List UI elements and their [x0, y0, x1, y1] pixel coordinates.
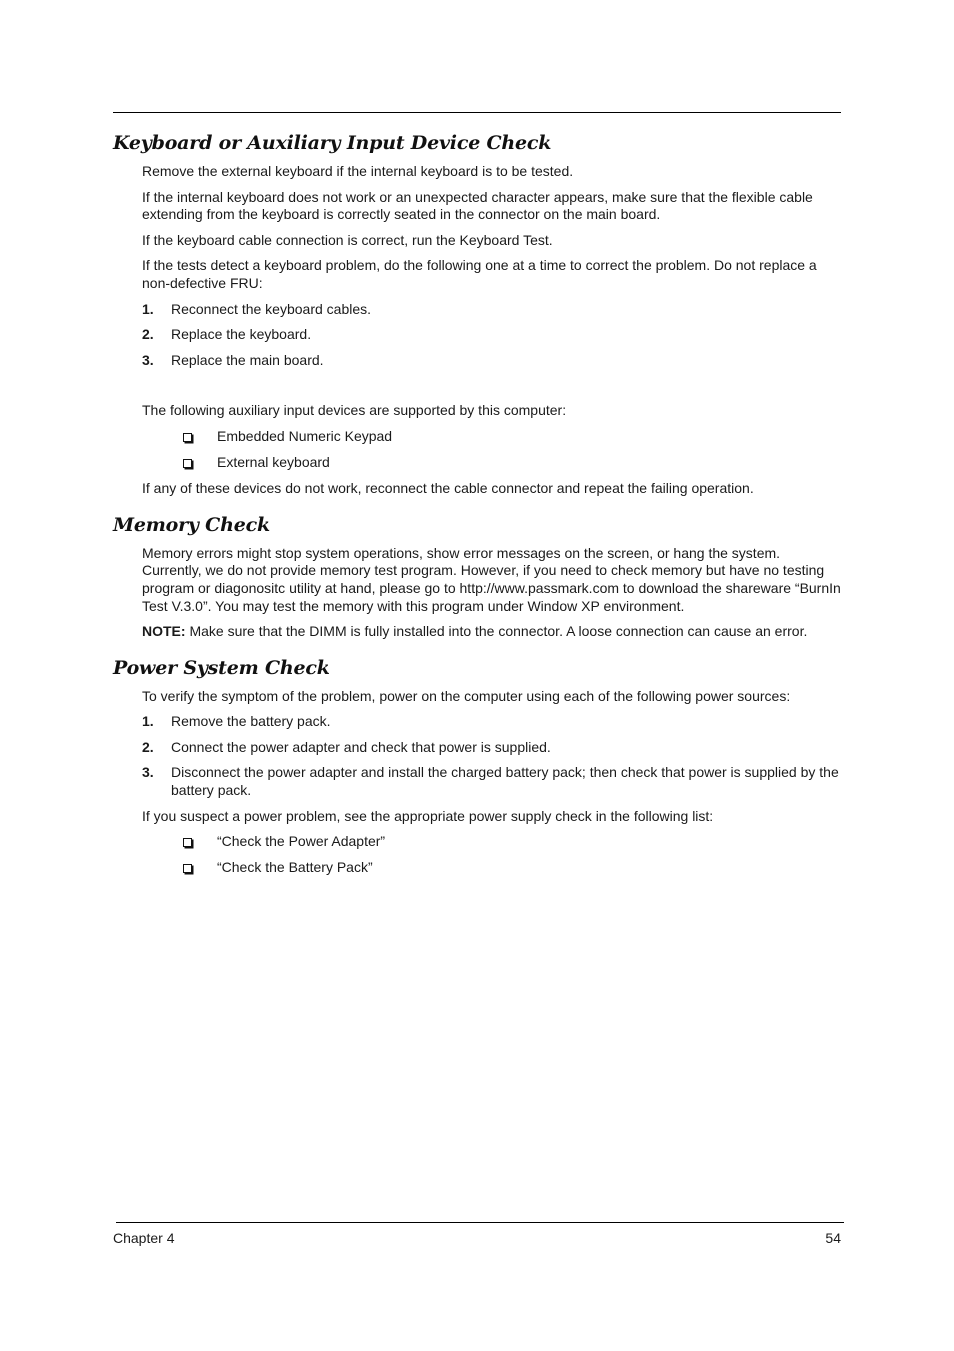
list-item: [142, 833, 841, 851]
step-number: 3.: [142, 351, 154, 368]
paragraph: If you suspect a power problem, see the appropriate power supply check in the following list:: [142, 807, 714, 824]
step-number: 1.: [142, 713, 154, 730]
list-item: [142, 301, 841, 319]
step-text: Connect the power adapter and check that power is supplied.: [171, 738, 551, 755]
step-number: 1.: [142, 300, 154, 317]
note-label: NOTE:: [142, 623, 186, 640]
step-text: Disconnect the power adapter and install the charged battery pack; then check that power is supplied by the battery pack.: [171, 764, 839, 799]
devices-list: [142, 428, 841, 472]
list-item: [142, 739, 841, 757]
checkbox-bullet-icon: [183, 459, 192, 468]
step-text: Reconnect the keyboard cables.: [171, 300, 372, 317]
list-item: [142, 454, 841, 472]
section-title: Memory Check: [113, 513, 270, 536]
keyboard-steps-list: [142, 301, 841, 370]
paragraph: If the internal keyboard does not work or an unexpected character appears, make sure that the flexible cable extending from the keyboard is correctly seated in the connector on the main board.: [142, 188, 813, 223]
paragraph: If the tests detect a keyboard problem, do the following one at a time to correct the problem. Do not replace a non-defective FRU:: [142, 257, 817, 291]
step-text: Remove the battery pack.: [171, 713, 331, 730]
power-checks-list: [142, 833, 841, 877]
note: [142, 623, 841, 641]
header-rule: [113, 112, 841, 113]
step-number: 2.: [142, 738, 154, 755]
step-number: 3.: [142, 764, 154, 781]
check-link-text: “Check the Power Adapter”: [217, 833, 386, 850]
footer-chapter: Chapter 4: [113, 1230, 175, 1246]
paragraph: The following auxiliary input devices are supported by this computer:: [142, 402, 567, 419]
section-title: Power System Check: [113, 656, 330, 679]
step-number: 2.: [142, 326, 154, 343]
step-text: Replace the main board.: [171, 351, 324, 368]
step-text: Replace the keyboard.: [171, 326, 312, 343]
list-item: [142, 713, 841, 731]
checkbox-bullet-icon: [183, 433, 192, 442]
list-item: [142, 352, 841, 370]
page-content: [113, 130, 841, 885]
paragraph: If the keyboard cable connection is correct, run the Keyboard Test.: [142, 231, 553, 248]
list-item: [142, 428, 841, 446]
section-title: Keyboard or Auxiliary Input Device Check: [113, 132, 552, 154]
list-item: [142, 764, 841, 799]
section-keyboard-check: [113, 130, 841, 498]
device-text: Embedded Numeric Keypad: [217, 427, 393, 444]
paragraph: Remove the external keyboard if the internal keyboard is to be tested.: [142, 163, 574, 179]
spacer: [142, 377, 841, 402]
checkbox-bullet-icon: [183, 864, 192, 873]
paragraph: To verify the symptom of the problem, power on the computer using each of the following power sources:: [142, 687, 791, 704]
device-text: External keyboard: [217, 454, 330, 471]
note-text: Make sure that the DIMM is fully installed into the connector. A loose connection can cause an error.: [185, 623, 808, 640]
section-power-system-check: [113, 655, 841, 877]
check-link-text: “Check the Battery Pack”: [217, 859, 373, 876]
list-item: [142, 859, 841, 877]
paragraph: Memory errors might stop system operations, show error messages on the screen, or hang the system. Currently, we do not provide memory test program. However, if you need to check memory but have no testing program or diagonositc utility at hand, please go to http://www.passmark.com to download the shareware “BurnIn Test V.3.0”. You may test the memory with this program under Window XP environment.: [142, 544, 841, 614]
power-steps-list: [142, 713, 841, 799]
checkbox-bullet-icon: [183, 838, 192, 847]
list-item: [142, 326, 841, 344]
section-memory-check: [113, 512, 841, 641]
paragraph: If any of these devices do not work, reconnect the cable connector and repeat the failing operation.: [142, 480, 754, 497]
footer-rule: [116, 1222, 844, 1223]
footer-page-number: 54: [825, 1230, 841, 1246]
